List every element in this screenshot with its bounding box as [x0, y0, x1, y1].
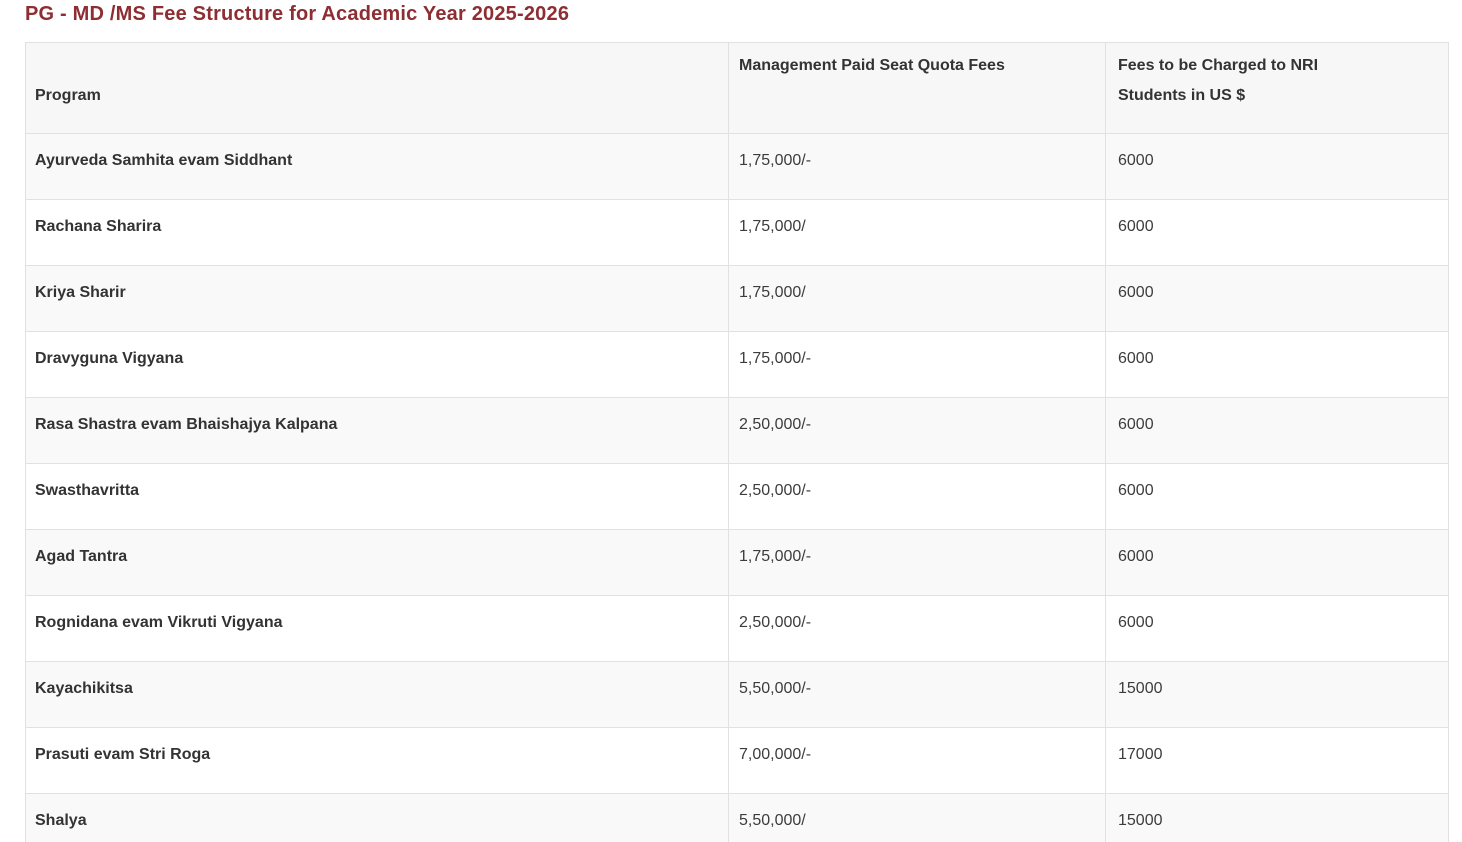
management-fee-cell: 1,75,000/- — [729, 530, 1106, 596]
table-header-row — [26, 43, 1449, 134]
table-row — [26, 398, 1449, 464]
table-row — [26, 134, 1449, 200]
nri-fee-cell: 6000 — [1106, 398, 1449, 464]
program-cell: Rognidana evam Vikruti Vigyana — [26, 596, 729, 662]
management-fee-cell: 2,50,000/- — [729, 398, 1106, 464]
management-fee-cell: 5,50,000/ — [729, 794, 1106, 842]
program-cell: Kriya Sharir — [26, 266, 729, 332]
column-header-management-fees-label: Management Paid Seat Quota Fees — [739, 57, 1005, 74]
column-header-nri-fees — [1106, 43, 1449, 134]
nri-fee-cell: 15000 — [1106, 662, 1449, 728]
table-row — [26, 662, 1449, 728]
management-fee-cell: 1,75,000/- — [729, 134, 1106, 200]
column-header-program-label: Program — [35, 87, 101, 104]
nri-fee-cell: 6000 — [1106, 530, 1449, 596]
table-row — [26, 266, 1449, 332]
management-fee-cell: 1,75,000/ — [729, 200, 1106, 266]
column-header-program — [26, 43, 729, 134]
management-fee-cell: 1,75,000/- — [729, 332, 1106, 398]
table-row — [26, 596, 1449, 662]
nri-fee-cell: 6000 — [1106, 596, 1449, 662]
nri-fee-cell: 15000 — [1106, 794, 1449, 842]
management-fee-cell: 7,00,000/- — [729, 728, 1106, 794]
nri-fee-cell: 6000 — [1106, 200, 1449, 266]
program-cell: Ayurveda Samhita evam Siddhant — [26, 134, 729, 200]
program-cell: Shalya — [26, 794, 729, 842]
nri-fee-cell: 6000 — [1106, 134, 1449, 200]
table-row — [26, 464, 1449, 530]
program-cell: Agad Tantra — [26, 530, 729, 596]
column-header-nri-fees-label: Fees to be Charged to NRI Students in US $ — [1118, 57, 1319, 104]
table-row — [26, 332, 1449, 398]
program-cell: Prasuti evam Stri Roga — [26, 728, 729, 794]
nri-fee-cell: 6000 — [1106, 266, 1449, 332]
page-title: PG - MD /MS Fee Structure for Academic Year 2025-2026 — [25, 3, 570, 25]
table-row — [26, 530, 1449, 596]
table-row — [26, 728, 1449, 794]
program-cell: Rachana Sharira — [26, 200, 729, 266]
program-cell: Rasa Shastra evam Bhaishajya Kalpana — [26, 398, 729, 464]
fee-table-body — [26, 134, 1449, 842]
management-fee-cell: 1,75,000/ — [729, 266, 1106, 332]
table-row — [26, 794, 1449, 842]
nri-fee-cell: 6000 — [1106, 332, 1449, 398]
program-cell: Swasthavritta — [26, 464, 729, 530]
column-header-management-fees — [729, 43, 1106, 134]
program-cell: Kayachikitsa — [26, 662, 729, 728]
fee-structure-table — [25, 42, 1449, 842]
program-cell: Dravyguna Vigyana — [26, 332, 729, 398]
nri-fee-cell: 17000 — [1106, 728, 1449, 794]
management-fee-cell: 2,50,000/- — [729, 464, 1106, 530]
nri-fee-cell: 6000 — [1106, 464, 1449, 530]
management-fee-cell: 5,50,000/- — [729, 662, 1106, 728]
table-row — [26, 200, 1449, 266]
management-fee-cell: 2,50,000/- — [729, 596, 1106, 662]
